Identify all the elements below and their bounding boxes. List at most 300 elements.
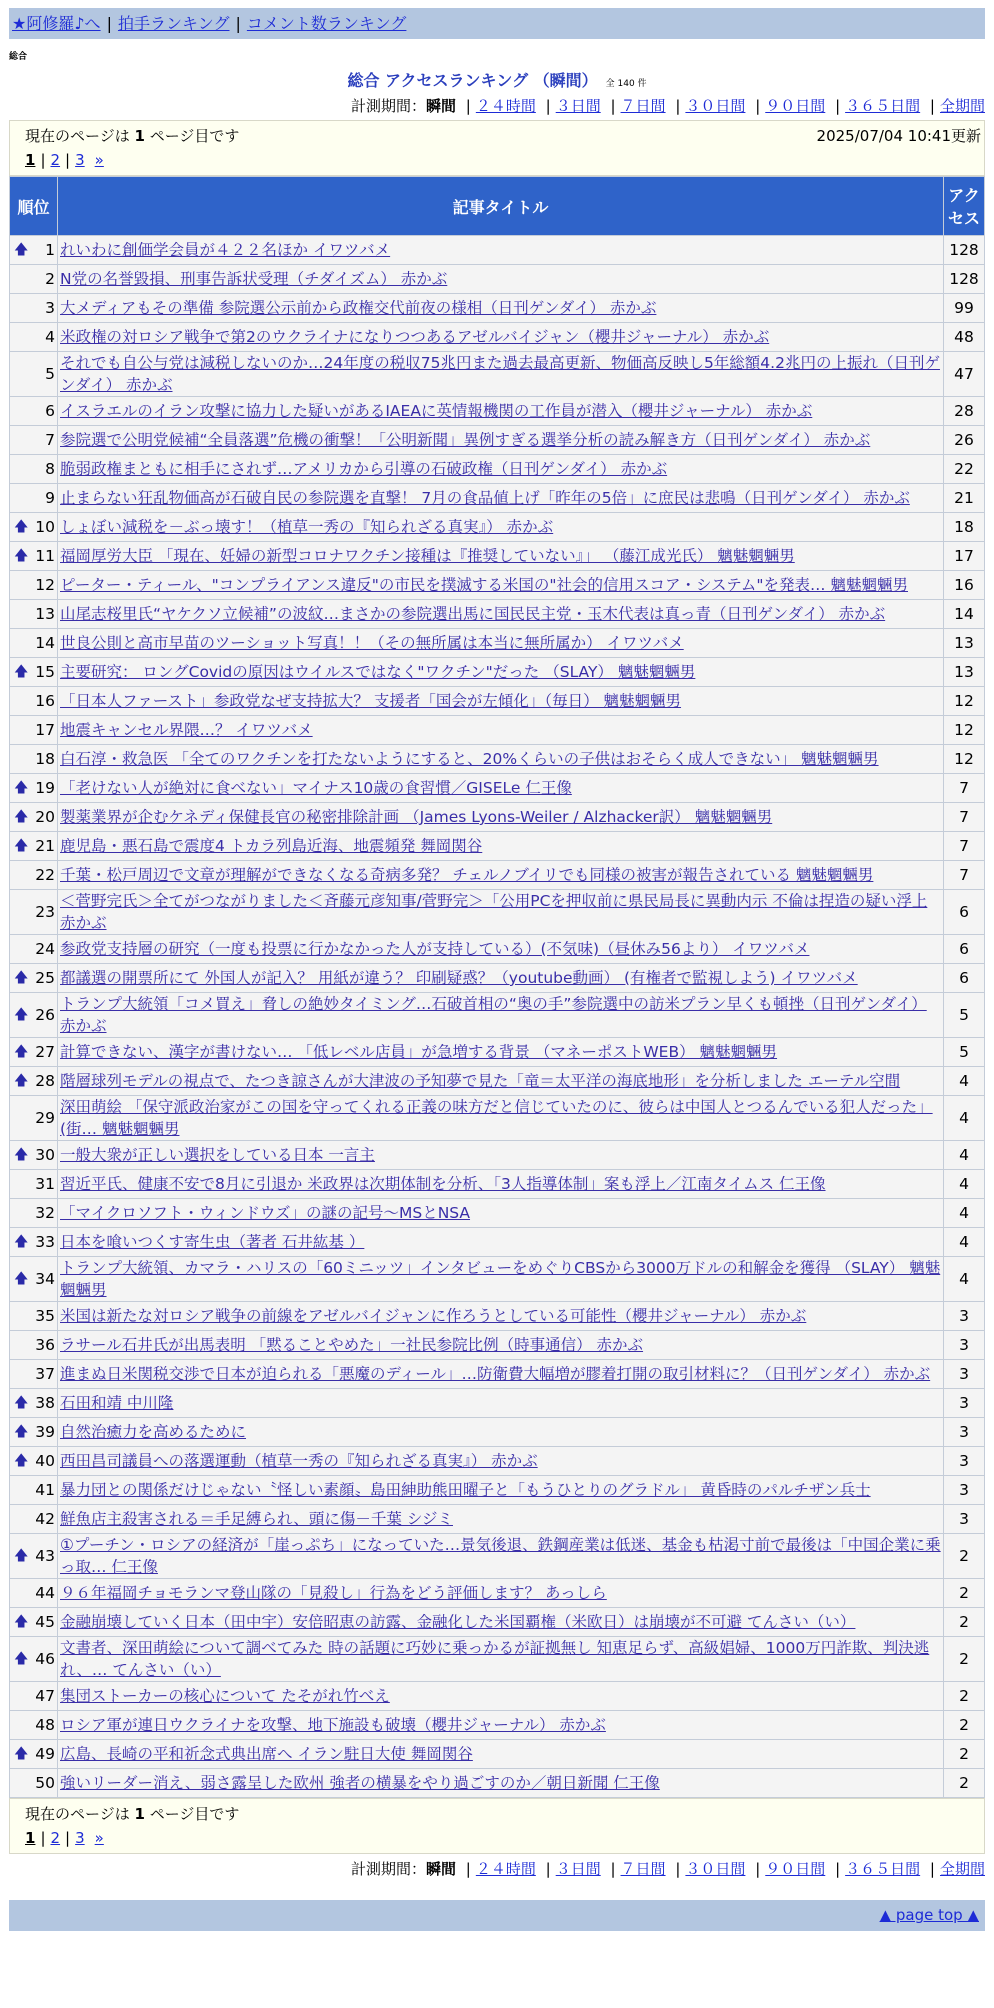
up-arrow-icon: 🡅	[14, 1424, 29, 1440]
rank-cell	[10, 1608, 58, 1637]
article-title-link[interactable]: 地震キャンセル界隈…？ イワツバメ	[60, 721, 313, 739]
period-selector-bottom: 計測期間：瞬間 | ２４時間 | ３日間 | ７日間 | ３０日間 | ９０日間 | ３６５日間 | 全期間	[350, 1860, 985, 1878]
access-count: 6	[944, 935, 985, 964]
period-link-all[interactable]: 全期間	[939, 97, 985, 115]
rank-cell	[10, 1769, 58, 1798]
table-row	[10, 629, 985, 658]
table-row	[10, 542, 985, 571]
access-count: 3	[944, 1302, 985, 1331]
rank-cell	[10, 993, 58, 1038]
rank-number: 8	[45, 460, 55, 478]
table-row	[10, 1096, 985, 1141]
up-arrow-icon: 🡅	[14, 1548, 29, 1564]
rank-cell	[10, 294, 58, 323]
table-row	[10, 352, 985, 397]
nav-link-comment-ranking[interactable]: コメント数ランキング	[246, 14, 407, 33]
up-arrow-icon: 🡅	[14, 242, 29, 258]
rank-cell	[10, 397, 58, 426]
rank-number: 49	[35, 1745, 55, 1763]
article-title-link[interactable]: 鹿児島・悪石島で震度4 トカラ列島近海、地震頻発 舞岡関谷	[60, 837, 483, 855]
article-title-link[interactable]: 習近平氏、健康不安で8月に引退か 米政界は次期体制を分析、「3人指導体制」案も浮上／江南タイムス 仁王像	[60, 1175, 826, 1193]
rank-number: 3	[45, 299, 55, 317]
article-title-link[interactable]: 白石淳・救急医 「全てのワクチンを打たないようにすると、20%くらいの子供はおそらく成人できない」 魑魅魍魎男	[60, 750, 879, 768]
rank-number: 7	[45, 431, 55, 449]
access-count: 12	[944, 687, 985, 716]
access-count: 128	[944, 265, 985, 294]
rank-cell	[10, 745, 58, 774]
title-cell	[58, 323, 944, 352]
article-title-link[interactable]: 米政権の対ロシア戦争で第2のウクライナになりつつあるアゼルバイジャン（櫻井ジャーナル） 赤かぶ	[60, 328, 770, 346]
article-title-link[interactable]: 「日本人ファースト」参政党なぜ支持拡大？ 支援者「国会が左傾化」（毎日） 魑魅魍魎男	[60, 692, 682, 710]
rank-cell	[10, 265, 58, 294]
title-cell	[58, 484, 944, 513]
title-cell	[58, 1769, 944, 1798]
title-cell	[58, 1505, 944, 1534]
access-count: 3	[944, 1389, 985, 1418]
access-count: 2	[944, 1711, 985, 1740]
rank-number: 4	[45, 328, 55, 346]
rank-number: 30	[35, 1146, 55, 1164]
table-header-row	[10, 177, 985, 236]
rank-number: 11	[35, 547, 55, 565]
table-row	[10, 1389, 985, 1418]
rank-cell	[10, 1170, 58, 1199]
access-count: 21	[944, 484, 985, 513]
period-link-90d[interactable]: ９０日間	[765, 1860, 826, 1878]
rank-cell	[10, 832, 58, 861]
access-count: 4	[944, 1067, 985, 1096]
table-row	[10, 687, 985, 716]
article-title-link[interactable]: トランプ大統領「コメ買え」脅しの絶妙タイミング…石破首相の“奥の手”参院選中の訪米プラン早くも頓挫（日刊ゲンダイ） 赤かぶ	[60, 995, 927, 1035]
category-label: 総合	[9, 52, 28, 62]
rank-cell	[10, 1505, 58, 1534]
title-cell	[58, 1682, 944, 1711]
rank-number: 31	[35, 1175, 55, 1193]
header-title: 記事タイトル	[58, 177, 944, 236]
article-title-link[interactable]: 計算できない、漢字が書けない… 「低レベル店員」が急増する背景 （マネーポストWEB） 魑魅魍魎男	[60, 1043, 778, 1061]
access-count: 13	[944, 629, 985, 658]
article-title-link[interactable]: 暴力団との関係だけじゃない〝怪しい素顔〟島田紳助熊田曜子と「もうひとりのグラドル」 黄昏時のパルチザン兵士	[60, 1481, 871, 1499]
rank-number: 50	[35, 1774, 55, 1792]
rank-number: 36	[35, 1336, 55, 1354]
rank-number: 9	[45, 489, 55, 507]
header-rank: 順位	[10, 177, 58, 236]
article-title-link[interactable]: 「マイクロソフト・ウィンドウズ」の謎の記号〜MSとNSA	[60, 1204, 471, 1222]
rank-cell	[10, 687, 58, 716]
rank-cell	[10, 1228, 58, 1257]
title-cell	[58, 832, 944, 861]
article-title-link[interactable]: 止まらない狂乱物価高が石破自民の参院選を直撃！ 7月の食品値上げ「昨年の5倍」に庶民は悲鳴（日刊ゲンダイ） 赤かぶ	[60, 489, 910, 507]
table-row	[10, 1711, 985, 1740]
title-cell	[58, 993, 944, 1038]
article-title-link[interactable]: 階層球列モデルの視点で、たつき諒さんが大津波の予知夢で見た「竜＝太平洋の海底地形」を分析しました エーテル空間	[60, 1072, 901, 1090]
nav-link-clap-ranking[interactable]: 拍手ランキング	[117, 14, 230, 33]
rank-cell	[10, 323, 58, 352]
up-arrow-icon: 🡅	[14, 664, 29, 680]
rank-cell	[10, 1476, 58, 1505]
pager-next[interactable]: »	[94, 1829, 104, 1847]
rank-number: 23	[35, 903, 55, 921]
access-count: 4	[944, 1257, 985, 1302]
current-page-text: 現在のページは 1 ページ目です	[25, 1805, 240, 1823]
table-row	[10, 861, 985, 890]
access-count: 6	[944, 964, 985, 993]
rank-number: 14	[35, 634, 55, 652]
article-title-link[interactable]: 米国は新たな対ロシア戦争の前線をアゼルバイジャンに作ろうとしている可能性（櫻井ジャーナル） 赤かぶ	[60, 1307, 807, 1325]
title-cell	[58, 426, 944, 455]
article-title-link[interactable]: 製薬業界が企むケネディ保健長官の秘密排除計画 （James Lyons-Weiler / Alzhacker訳） 魑魅魍魎男	[60, 808, 773, 826]
period-link-24h[interactable]: ２４時間	[475, 1860, 536, 1878]
table-row	[10, 1505, 985, 1534]
article-title-link[interactable]: 大メディアもその準備 参院選公示前から政権交代前夜の様相（日刊ゲンダイ） 赤かぶ	[60, 299, 657, 317]
table-row	[10, 1740, 985, 1769]
access-count: 3	[944, 1418, 985, 1447]
rank-number: 35	[35, 1307, 55, 1325]
title-cell	[58, 1637, 944, 1682]
rank-cell	[10, 1360, 58, 1389]
rank-number: 5	[45, 365, 55, 383]
access-count: 5	[944, 1038, 985, 1067]
period-link-7d[interactable]: ７日間	[620, 97, 666, 115]
ranking-table	[9, 176, 985, 1798]
period-link-7d[interactable]: ７日間	[620, 1860, 666, 1878]
title-cell	[58, 455, 944, 484]
article-title-link[interactable]: 一般大衆が正しい選択をしている日本 一言主	[60, 1146, 375, 1164]
table-row	[10, 1476, 985, 1505]
access-count: 18	[944, 513, 985, 542]
rank-cell	[10, 629, 58, 658]
table-row	[10, 1447, 985, 1476]
pager-current-page: 1	[25, 1829, 36, 1847]
rank-number: 39	[35, 1423, 55, 1441]
article-title-link[interactable]: 自然治癒力を高めるために	[60, 1423, 247, 1441]
title-cell	[58, 1038, 944, 1067]
period-selector-top: 計測期間：瞬間 | ２４時間 | ３日間 | ７日間 | ３０日間 | ９０日間 | ３６５日間 | 全期間	[350, 97, 985, 115]
access-count: 7	[944, 861, 985, 890]
title-cell	[58, 629, 944, 658]
article-title-link[interactable]: 千葉・松戸周辺で文章が理解ができなくなる奇病多発？ チェルノブイリでも同様の被害が報告されている 魑魅魍魎男	[60, 866, 874, 884]
rank-cell	[10, 803, 58, 832]
period-link-365d[interactable]: ３６５日間	[845, 97, 921, 115]
title-cell	[58, 1096, 944, 1141]
access-count: 2	[944, 1682, 985, 1711]
article-title-link[interactable]: しょぼい減税を－ぶっ壊す！（植草一秀の『知られざる真実』） 赤かぶ	[60, 518, 554, 536]
up-arrow-icon: 🡅	[14, 838, 29, 854]
title-cell	[58, 1331, 944, 1360]
table-row	[10, 1141, 985, 1170]
ranking-heading	[0, 68, 994, 91]
pager-bottom: 1 | 2 | 3 »	[25, 1829, 104, 1847]
table-row	[10, 1682, 985, 1711]
rank-number: 34	[35, 1270, 55, 1288]
article-title-link[interactable]: 世良公則と高市早苗のツーショット写真！！（その無所属は本当に無所属か） イワツバメ	[60, 634, 684, 652]
access-count: 4	[944, 1096, 985, 1141]
access-count: 17	[944, 542, 985, 571]
rank-number: 28	[35, 1072, 55, 1090]
up-arrow-icon: 🡅	[14, 1007, 29, 1023]
title-cell	[58, 1534, 944, 1579]
article-title-link[interactable]: ラサール石井氏が出馬表明 「黙ることやめた」一社民参院比例（時事通信） 赤かぶ	[60, 1336, 644, 1354]
title-cell	[58, 716, 944, 745]
pager-link-2[interactable]: 2	[50, 1829, 61, 1847]
access-count: 28	[944, 397, 985, 426]
rank-cell	[10, 1038, 58, 1067]
table-row	[10, 265, 985, 294]
article-title-link[interactable]: ①プーチン・ロシアの経済が「崖っぷち」になっていた…景気後退、鉄鋼産業は低迷、基金も枯渇寸前で最後は「中国企業に乗っ取… 仁王像	[60, 1536, 941, 1576]
article-title-link[interactable]: 文書者、深田萌絵について調べてみた 時の話題に巧妙に乗っかるが証拠無し 知恵足らず、高級娼婦、1000万円詐欺、判決逃れ、… てんさい（い）	[60, 1639, 930, 1679]
article-title-link[interactable]: 石田和靖 中川隆	[60, 1394, 174, 1412]
access-count: 16	[944, 571, 985, 600]
access-count: 2	[944, 1769, 985, 1798]
title-cell	[58, 1067, 944, 1096]
up-arrow-icon: 🡅	[14, 1147, 29, 1163]
access-count: 3	[944, 1505, 985, 1534]
article-title-link[interactable]: 「老けない人が絶対に食べない」マイナス10歳の食習慣／GISELe 仁王像	[60, 779, 572, 797]
table-row	[10, 426, 985, 455]
title-cell	[58, 513, 944, 542]
access-count: 5	[944, 993, 985, 1038]
title-cell	[58, 600, 944, 629]
access-count: 2	[944, 1534, 985, 1579]
article-title-link[interactable]: 集団ストーカーの核心について たそがれ竹べえ	[60, 1687, 390, 1705]
rank-cell	[10, 1682, 58, 1711]
rank-number: 43	[35, 1547, 55, 1565]
rank-cell	[10, 1302, 58, 1331]
access-count: 7	[944, 832, 985, 861]
table-row	[10, 774, 985, 803]
title-cell	[58, 1257, 944, 1302]
title-cell	[58, 935, 944, 964]
period-link-3d[interactable]: ３日間	[555, 97, 601, 115]
access-count: 13	[944, 658, 985, 687]
up-arrow-icon: 🡅	[14, 970, 29, 986]
rank-number: 38	[35, 1394, 55, 1412]
rank-number: 45	[35, 1613, 55, 1631]
title-cell	[58, 1418, 944, 1447]
nav-separator: |	[235, 14, 241, 33]
period-link-90d[interactable]: ９０日間	[765, 97, 826, 115]
table-row	[10, 658, 985, 687]
article-title-link[interactable]: トランプ大統領、カマラ・ハリスの「60ミニッツ」インタビューをめぐりCBSから3000万ドルの和解金を獲得 （SLAY） 魑魅魍魎男	[60, 1259, 941, 1299]
footer-bar	[9, 1900, 985, 1931]
article-title-link[interactable]: 福岡厚労大臣 「現在、妊婦の新型コロナワクチン接種は『推奨していない』」 （藤江成光氏） 魑魅魍魎男	[60, 547, 795, 565]
article-title-link[interactable]: 日本を喰いつくす寄生虫（著者 石井紘基 ）	[60, 1233, 365, 1251]
table-row	[10, 993, 985, 1038]
access-count: 26	[944, 426, 985, 455]
period-link-3d[interactable]: ３日間	[555, 1860, 601, 1878]
rank-number: 25	[35, 969, 55, 987]
title-cell	[58, 294, 944, 323]
rank-cell	[10, 352, 58, 397]
rank-cell	[10, 1389, 58, 1418]
pager-next[interactable]: »	[94, 151, 104, 169]
rank-cell	[10, 1067, 58, 1096]
rank-cell	[10, 935, 58, 964]
title-cell	[58, 861, 944, 890]
header-access: アクセス	[944, 177, 985, 236]
page-top-link[interactable]: ▲ page top ▲	[879, 1906, 979, 1924]
title-cell	[58, 1170, 944, 1199]
access-count: 22	[944, 455, 985, 484]
page-info-top	[9, 120, 985, 176]
article-title-link[interactable]: れいわに創価学会員が４２２名ほか イワツバメ	[60, 241, 391, 259]
rank-cell	[10, 1199, 58, 1228]
title-cell	[58, 1476, 944, 1505]
access-count: 4	[944, 1228, 985, 1257]
article-title-link[interactable]: イスラエルのイラン攻撃に協力した疑いがあるIAEAに英情報機関の工作員が潜入（櫻井ジャーナル） 赤かぶ	[60, 402, 813, 420]
period-link-all[interactable]: 全期間	[939, 1860, 985, 1878]
access-count: 7	[944, 803, 985, 832]
title-cell	[58, 1302, 944, 1331]
table-row	[10, 484, 985, 513]
rank-number: 48	[35, 1716, 55, 1734]
table-row	[10, 935, 985, 964]
rank-number: 33	[35, 1233, 55, 1251]
title-cell	[58, 397, 944, 426]
nav-link-ashura[interactable]: ★阿修羅♪へ	[12, 14, 101, 33]
up-arrow-icon: 🡅	[14, 1271, 29, 1287]
period-link-24h[interactable]: ２４時間	[475, 97, 536, 115]
article-title-link[interactable]: 都議選の開票所にて 外国人が記入？ 用紙が違う？ 印刷疑惑？（youtube動画） (有権者で監視しよう) イワツバメ	[60, 969, 858, 987]
article-title-link[interactable]: 強いリーダー消え、弱さ露呈した欧州 強者の横暴をやり過ごすのか／朝日新聞 仁王像	[60, 1774, 660, 1792]
period-label: 計測期間：	[350, 1860, 426, 1878]
table-row	[10, 571, 985, 600]
rank-number: 15	[35, 663, 55, 681]
article-title-link[interactable]: ロシア軍が連日ウクライナを攻撃、地下施設も破壊（櫻井ジャーナル） 赤かぶ	[60, 1716, 606, 1734]
rank-cell	[10, 426, 58, 455]
article-title-link[interactable]: 主要研究： ロングCovidの原因はウイルスではなく"ワクチン"だった （SLAY） 魑魅魍魎男	[60, 663, 696, 681]
rank-number: 10	[35, 518, 55, 536]
table-row	[10, 455, 985, 484]
period-link-365d[interactable]: ３６５日間	[845, 1860, 921, 1878]
table-row	[10, 890, 985, 935]
table-row	[10, 513, 985, 542]
article-title-link[interactable]: ９６年福岡チョモランマ登山隊の「見殺し」行為をどう評価します？ あっしら	[60, 1584, 607, 1602]
rank-number: 32	[35, 1204, 55, 1222]
title-cell	[58, 687, 944, 716]
rank-number: 6	[45, 402, 55, 420]
article-title-link[interactable]: ピーター・ティール、"コンプライアンス違反"の市民を撲滅する米国の"社会的信用スコア・システム"を発表… 魑魅魍魎男	[60, 576, 908, 594]
table-row	[10, 1170, 985, 1199]
table-row	[10, 1579, 985, 1608]
up-arrow-icon: 🡅	[14, 1746, 29, 1762]
title-cell	[58, 1711, 944, 1740]
rank-cell	[10, 1711, 58, 1740]
title-cell	[58, 352, 944, 397]
rank-number: 44	[35, 1584, 55, 1602]
article-title-link[interactable]: 金融崩壊していく日本（田中宇）安倍昭恵の訪露、金融化した米国覇権（米欧日）は崩壊が不可避 てんさい（い）	[60, 1613, 856, 1631]
article-title-link[interactable]: 山尾志桜里氏“ヤケクソ立候補”の波紋…まさかの参院選出馬に国民民主党・玉木代表は真っ青（日刊ゲンダイ） 赤かぶ	[60, 605, 886, 623]
period-link-30d[interactable]: ３０日間	[685, 1860, 746, 1878]
article-title-link[interactable]: 広島、長崎の平和祈念式典出席へ イラン駐日大使 舞岡関谷	[60, 1745, 473, 1763]
period-current: 瞬間	[425, 1860, 456, 1878]
article-title-link[interactable]: 参院選で公明党候補“全員落選”危機の衝撃！「公明新聞」異例すぎる選挙分析の読み解き方（日刊ゲンダイ） 赤かぶ	[60, 431, 871, 449]
up-arrow-icon: 🡅	[14, 1395, 29, 1411]
title-cell	[58, 964, 944, 993]
article-title-link[interactable]: 進まぬ日米関税交渉で日本が迫られる「悪魔のディール」…防衛費大幅増が膠着打開の取引材料に？（日刊ゲンダイ） 赤かぶ	[60, 1365, 931, 1383]
rank-cell	[10, 1447, 58, 1476]
table-row	[10, 745, 985, 774]
up-arrow-icon: 🡅	[14, 1234, 29, 1250]
rank-cell	[10, 1579, 58, 1608]
ranking-rows	[10, 236, 985, 1798]
rank-cell	[10, 658, 58, 687]
rank-number: 27	[35, 1043, 55, 1061]
up-arrow-icon: 🡅	[14, 519, 29, 535]
title-cell	[58, 745, 944, 774]
title-cell	[58, 1360, 944, 1389]
access-count: 3	[944, 1331, 985, 1360]
rank-cell	[10, 1096, 58, 1141]
rank-number: 16	[35, 692, 55, 710]
pager-link-2[interactable]: 2	[50, 151, 61, 169]
rank-number: 41	[35, 1481, 55, 1499]
rank-cell	[10, 571, 58, 600]
article-title-link[interactable]: それでも自公与党は減税しないのか…24年度の税収75兆円また過去最高更新、物価高反映し5年総額4.2兆円の上振れ（日刊ゲンダイ） 赤かぶ	[60, 354, 940, 394]
access-count: 3	[944, 1360, 985, 1389]
article-title-link[interactable]: N党の名誉毀損、刑事告訴状受理（チダイズム） 赤かぶ	[60, 270, 448, 288]
table-row	[10, 1067, 985, 1096]
access-count: 14	[944, 600, 985, 629]
title-cell	[58, 774, 944, 803]
page-info-bottom	[9, 1798, 985, 1854]
access-count: 4	[944, 1170, 985, 1199]
rank-number: 40	[35, 1452, 55, 1470]
rank-cell	[10, 600, 58, 629]
article-title-link[interactable]: 西田昌司議員への落選運動（植草一秀の『知られざる真実』） 赤かぶ	[60, 1452, 538, 1470]
article-title-link[interactable]: 脆弱政権まともに相手にされず…アメリカから引導の石破政権（日刊ゲンダイ） 赤かぶ	[60, 460, 668, 478]
rank-cell	[10, 1141, 58, 1170]
table-row	[10, 803, 985, 832]
period-link-30d[interactable]: ３０日間	[685, 97, 746, 115]
rank-cell	[10, 1331, 58, 1360]
title-cell	[58, 803, 944, 832]
article-title-link[interactable]: 深田萌絵 「保守派政治家がこの国を守ってくれる正義の味方だと信じていたのに、彼らは中国人とつるんでいる犯人だった」(街… 魑魅魍魎男	[60, 1098, 933, 1138]
article-title-link[interactable]: 参政党支持層の研究（一度も投票に行かなかった人が支持している）(不気味)（昼休み56より） イワツバメ	[60, 940, 810, 958]
period-label: 計測期間：	[350, 97, 426, 115]
top-nav-bar	[9, 8, 985, 39]
table-row	[10, 1608, 985, 1637]
table-row	[10, 294, 985, 323]
access-count: 6	[944, 890, 985, 935]
title-cell	[58, 1141, 944, 1170]
title-cell	[58, 571, 944, 600]
article-title-link[interactable]: 鮮魚店主殺害される＝手足縛られ、頭に傷－千葉 シジミ	[60, 1510, 453, 1528]
rank-cell	[10, 513, 58, 542]
table-row	[10, 1637, 985, 1682]
access-count: 3	[944, 1476, 985, 1505]
pager-current-page: 1	[25, 151, 36, 169]
title-cell	[58, 1447, 944, 1476]
table-row	[10, 1038, 985, 1067]
table-row	[10, 1331, 985, 1360]
table-row	[10, 1769, 985, 1798]
rank-number: 24	[35, 940, 55, 958]
rank-cell	[10, 964, 58, 993]
article-title-link[interactable]: ＜菅野完氏＞全てがつながりました＜斉藤元彦知事/菅野完＞「公用PCを押収前に県民局長に異動内示 不倫は捏造の疑い浮上 赤かぶ	[60, 892, 928, 932]
pager-link-3[interactable]: 3	[75, 1829, 85, 1847]
access-count: 7	[944, 774, 985, 803]
access-count: 4	[944, 1199, 985, 1228]
current-page-text: 現在のページは 1 ページ目です	[25, 127, 240, 145]
rank-number: 19	[35, 779, 55, 797]
pager-link-3[interactable]: 3	[75, 151, 85, 169]
table-row	[10, 1228, 985, 1257]
rank-number: 18	[35, 750, 55, 768]
rank-cell	[10, 1534, 58, 1579]
table-row	[10, 716, 985, 745]
rank-cell	[10, 861, 58, 890]
